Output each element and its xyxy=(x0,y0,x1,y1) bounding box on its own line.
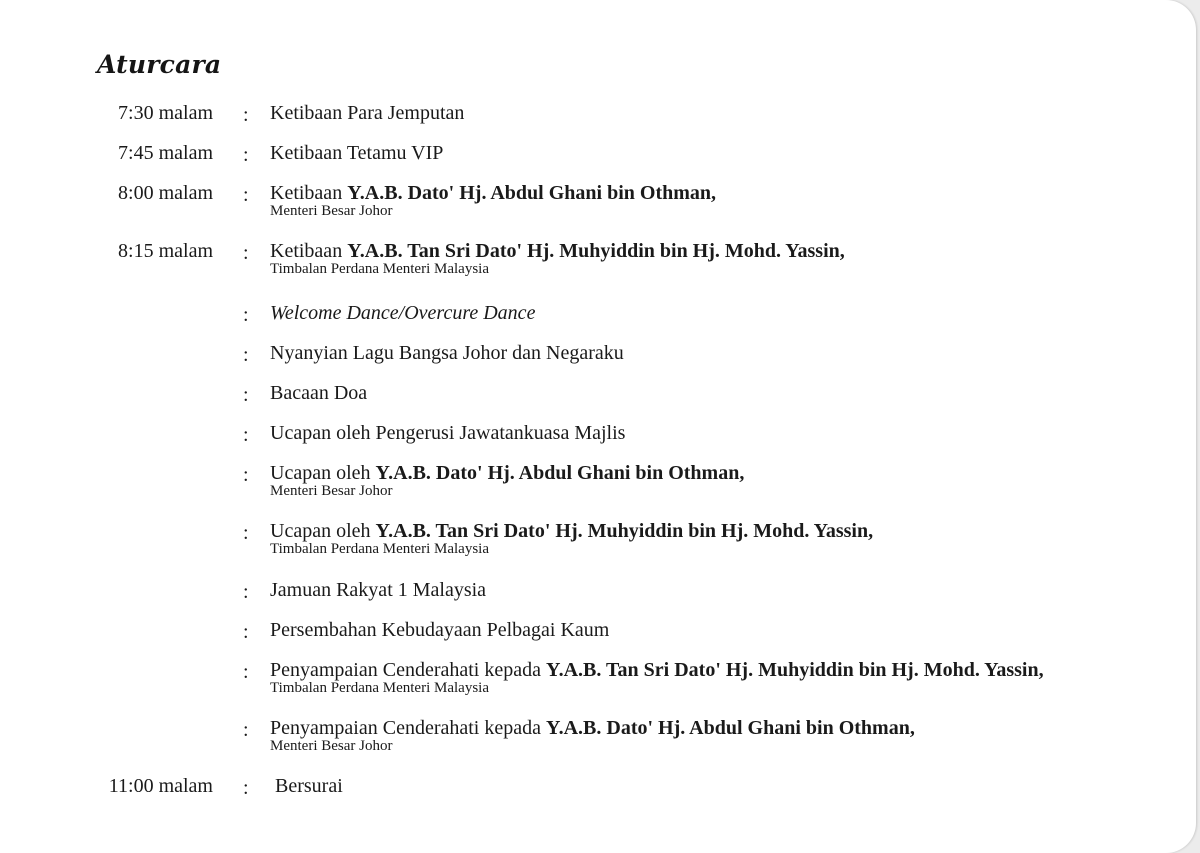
schedule-colon: : xyxy=(243,661,249,683)
item-text: Bacaan Doa xyxy=(270,382,368,404)
item-text: Ketibaan xyxy=(270,182,348,204)
schedule-item xyxy=(270,519,873,558)
dignitary-name: Y.A.B. Tan Sri Dato' Hj. Muhyiddin bin Hj. Mohd. Yassin, xyxy=(347,240,845,262)
schedule-item xyxy=(270,101,464,125)
item-text: Ucapan oleh xyxy=(270,520,376,542)
schedule-item xyxy=(270,578,486,602)
item-text: Persembahan Kebudayaan Pelbagai Kaum xyxy=(270,619,610,641)
item-text: Penyampaian Cenderahati kepada xyxy=(270,717,546,739)
schedule-item-text xyxy=(270,519,873,543)
schedule-colon: : xyxy=(243,304,249,326)
schedule-item-text xyxy=(270,421,625,445)
dignitary-title: Menteri Besar Johor xyxy=(270,203,393,219)
schedule-item xyxy=(270,658,1044,697)
schedule-item xyxy=(270,181,716,220)
schedule-item xyxy=(270,618,609,642)
schedule-item-text xyxy=(270,181,716,205)
schedule-item xyxy=(270,774,343,798)
dignitary-title: Timbalan Perdana Menteri Malaysia xyxy=(270,680,489,696)
schedule-item xyxy=(270,239,845,278)
schedule-item-text xyxy=(270,341,624,365)
schedule-colon: : xyxy=(243,344,249,366)
item-text: Nyanyian Lagu Bangsa Johor dan Negaraku xyxy=(270,342,624,364)
schedule-colon: : xyxy=(243,424,249,446)
schedule-time: 11:00 malam xyxy=(108,775,213,797)
schedule-time: 7:45 malam xyxy=(118,142,213,164)
schedule-item xyxy=(270,381,367,405)
schedule-item-text xyxy=(270,461,744,485)
schedule-item xyxy=(270,341,624,365)
schedule-item xyxy=(270,716,915,755)
schedule-colon: : xyxy=(243,464,249,486)
schedule-item xyxy=(270,461,744,500)
schedule-colon: : xyxy=(243,621,249,643)
dignitary-title: Timbalan Perdana Menteri Malaysia xyxy=(270,541,489,557)
page-title: Aturcara xyxy=(97,50,222,79)
schedule-colon: : xyxy=(243,719,249,741)
dignitary-name: Y.A.B. Dato' Hj. Abdul Ghani bin Othman, xyxy=(347,182,717,204)
item-text: Bersurai xyxy=(270,775,343,797)
schedule-colon: : xyxy=(243,144,249,166)
dignitary-name: Y.A.B. Tan Sri Dato' Hj. Muhyiddin bin Hj. Mohd. Yassin, xyxy=(546,659,1044,681)
item-text: Ketibaan xyxy=(270,240,348,262)
schedule-item-text xyxy=(270,658,1044,682)
item-text: Ketibaan Tetamu VIP xyxy=(270,142,444,164)
schedule-colon: : xyxy=(243,242,249,264)
item-text: Welcome Dance/Overcure Dance xyxy=(270,302,536,324)
schedule-item xyxy=(270,301,535,325)
schedule-item-text xyxy=(270,774,343,798)
dignitary-title: Menteri Besar Johor xyxy=(270,483,393,499)
schedule-time: 8:00 malam xyxy=(118,182,213,204)
item-text: Ucapan oleh Pengerusi Jawatankuasa Majlis xyxy=(270,422,626,444)
dignitary-title: Timbalan Perdana Menteri Malaysia xyxy=(270,261,489,277)
item-text: Ucapan oleh xyxy=(270,462,376,484)
schedule-item xyxy=(270,421,625,445)
dignitary-name: Y.A.B. Tan Sri Dato' Hj. Muhyiddin bin Hj. Mohd. Yassin, xyxy=(375,520,874,542)
schedule-time: 8:15 malam xyxy=(118,240,213,262)
schedule-item xyxy=(270,141,443,165)
dignitary-name: Y.A.B. Dato' Hj. Abdul Ghani bin Othman, xyxy=(375,462,745,484)
schedule-colon: : xyxy=(243,777,249,799)
schedule-item-text xyxy=(270,578,486,602)
schedule-item-text xyxy=(270,716,915,740)
schedule-item-text xyxy=(270,101,464,125)
dignitary-title: Menteri Besar Johor xyxy=(270,738,393,754)
schedule-colon: : xyxy=(243,522,249,544)
schedule-colon: : xyxy=(243,184,249,206)
schedule-item-text xyxy=(270,381,367,405)
schedule-item-text xyxy=(270,141,443,165)
schedule-colon: : xyxy=(243,104,249,126)
item-text: Jamuan Rakyat 1 Malaysia xyxy=(270,579,487,601)
dignitary-name: Y.A.B. Dato' Hj. Abdul Ghani bin Othman, xyxy=(546,717,915,739)
item-text: Penyampaian Cenderahati kepada xyxy=(270,659,546,681)
schedule-item-text xyxy=(270,618,609,642)
item-text: Ketibaan Para Jemputan xyxy=(270,102,465,124)
schedule-time: 7:30 malam xyxy=(118,102,213,124)
schedule-item-text xyxy=(270,301,535,325)
schedule-colon: : xyxy=(243,581,249,603)
schedule-item-text xyxy=(270,239,845,263)
schedule-colon: : xyxy=(243,384,249,406)
